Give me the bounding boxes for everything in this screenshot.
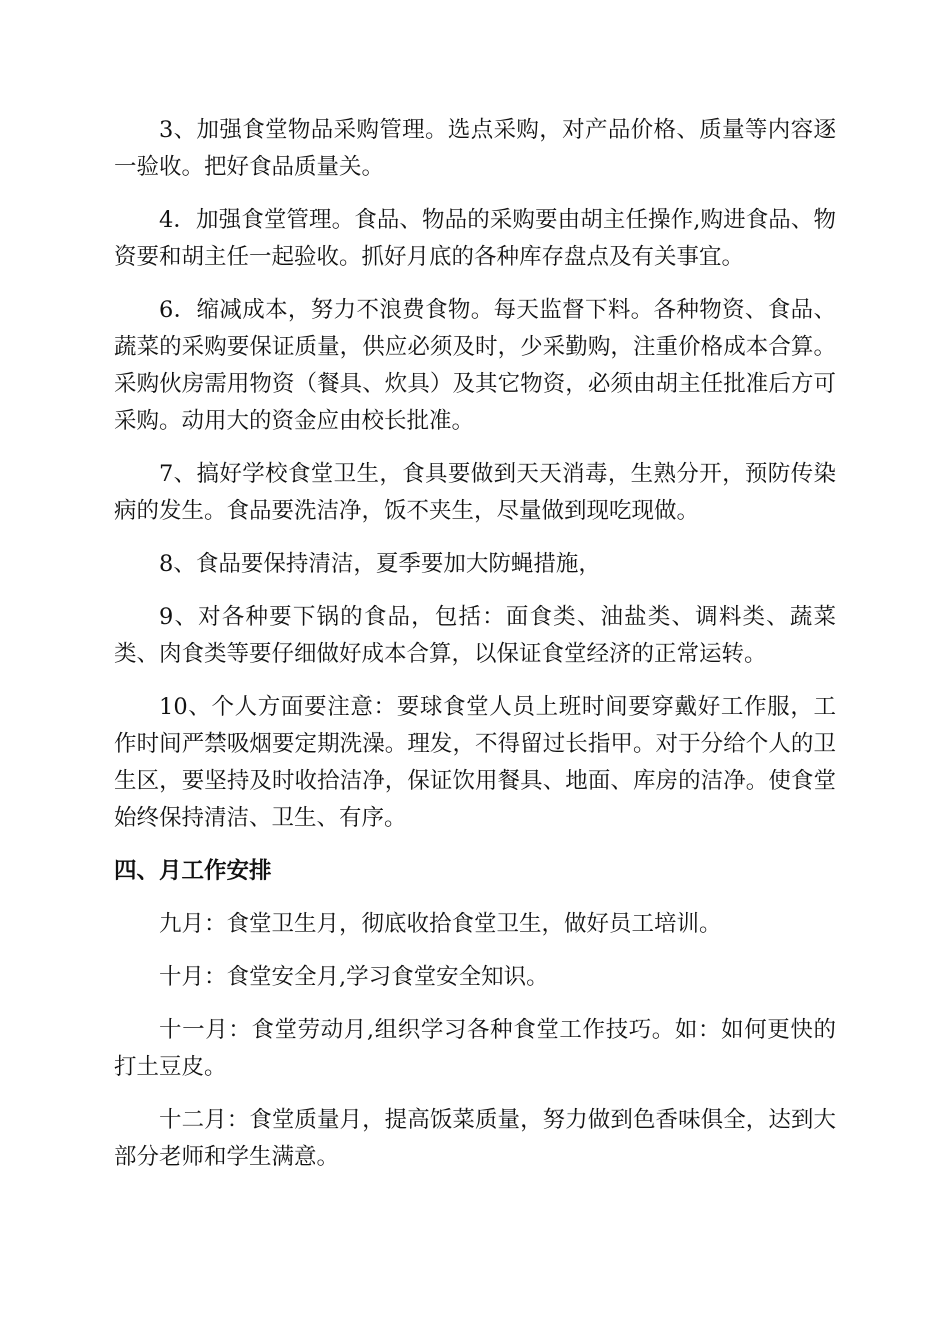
- month-plan-october: 十月：食堂安全月,学习食堂安全知识。: [159, 964, 549, 990]
- paragraph-item-4: 4．加强食堂管理。食品、物品的采购要由胡主任操作,购进食品、物资要和胡主任一起验收。抓好月底的各种库存盘点及有关事宜。: [114, 207, 836, 270]
- paragraph-item-3: 3、加强食堂物品采购管理。选点采购，对产品价格、质量等内容逐一验收。把好食品质量关。: [114, 117, 836, 180]
- paragraph-item-7: 7、搞好学校食堂卫生，食具要做到天天消毒，生熟分开，预防传染病的发生。食品要洗洁净，饭不夹生，尽量做到现吃现做。: [114, 461, 836, 524]
- paragraph-item-10: 10、个人方面要注意：要球食堂人员上班时间要穿戴好工作服，工作时间严禁吸烟要定期洗澡。理发，不得留过长指甲。对于分给个人的卫生区，要坚持及时收拾洁净，保证饮用餐具、地面、库房的洁净。使食堂始终保持清洁、卫生、有序。: [114, 694, 836, 831]
- section-heading: 四、月工作安排: [114, 858, 272, 884]
- paragraph-item-9: 9、对各种要下锅的食品，包括：面食类、油盐类、调料类、蔬菜类、肉食类等要仔细做好成本合算，以保证食堂经济的正常运转。: [114, 604, 836, 667]
- paragraph-item-8: 8、食品要保持清洁，夏季要加大防蝇措施，: [159, 551, 601, 577]
- month-plan-september: 九月：食堂卫生月，彻底收拾食堂卫生，做好员工培训。: [159, 911, 722, 937]
- document-body: [114, 112, 836, 1192]
- paragraph-item-6: 6．缩减成本，努力不浪费食物。每天监督下料。各种物资、食品、蔬菜的采购要保证质量，供应必须及时，少采勤购，注重价格成本合算。采购伙房需用物资（餐具、炊具）及其它物资，必须由胡主任批准后方可采购。动用大的资金应由校长批准。: [114, 297, 836, 434]
- month-plan-december: 十二月：食堂质量月，提高饭菜质量，努力做到色香味俱全，达到大部分老师和学生满意。: [114, 1107, 836, 1170]
- month-plan-november: 十一月：食堂劳动月,组织学习各种食堂工作技巧。如：如何更快的打土豆皮。: [114, 1017, 836, 1080]
